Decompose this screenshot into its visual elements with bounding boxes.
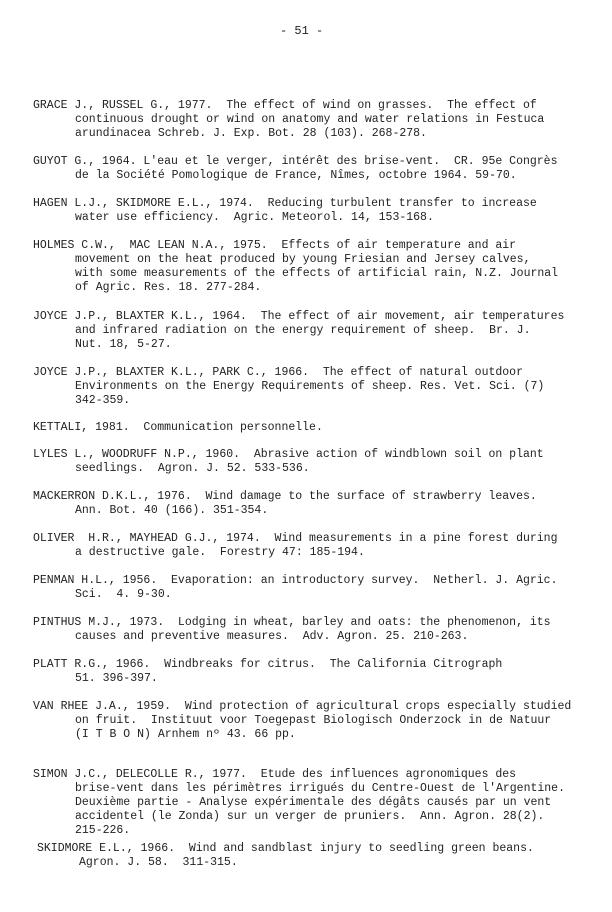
reference-entry bbox=[33, 239, 603, 295]
reference-first-line: PENMAN H.L., 1956. Evaporation: an introductory survey. Netherl. J. Agric. bbox=[33, 574, 558, 587]
reference-entry bbox=[33, 366, 603, 408]
reference-continuation-line: causes and preventive measures. Adv. Agron. 25. 210-263. bbox=[75, 630, 469, 643]
reference-entry bbox=[33, 768, 603, 838]
reference-first-line: SIMON J.C., DELECOLLE R., 1977. Etude des influences agronomiques des bbox=[33, 768, 517, 781]
reference-first-line: PLATT R.G., 1966. Windbreaks for citrus. The California Citrograph bbox=[33, 658, 503, 671]
reference-first-line: JOYCE J.P., BLAXTER K.L., PARK C., 1966. The effect of natural outdoor bbox=[33, 366, 523, 379]
reference-entry bbox=[33, 490, 603, 518]
reference-first-line: MACKERRON D.K.L., 1976. Wind damage to the surface of strawberry leaves. bbox=[33, 490, 537, 503]
reference-entry bbox=[33, 574, 603, 602]
reference-first-line: VAN RHEE J.A., 1959. Wind protection of agricultural crops especially studied bbox=[33, 700, 572, 713]
reference-continuation-line: brise-vent dans les périmètres irrigués du Centre-Ouest de l'Argentine. bbox=[75, 782, 565, 795]
reference-continuation-line: movement on the heat produced by young Friesian and Jersey calves, bbox=[75, 253, 531, 266]
reference-first-line: KETTALI, 1981. Communication personnelle. bbox=[33, 421, 323, 434]
reference-continuation-line: (I T B O N) Arnhem nº 43. 66 pp. bbox=[75, 728, 296, 741]
reference-continuation-line: water use efficiency. Agric. Meteorol. 14, 153-168. bbox=[75, 211, 434, 224]
reference-continuation-line: accidentel (le Zonda) sur un verger de pruniers. Ann. Agron. 28(2). bbox=[75, 810, 545, 823]
reference-continuation-line: of Agric. Res. 18. 277-284. bbox=[75, 281, 262, 294]
reference-continuation-line: continuous drought or wind on anatomy and water relations in Festuca bbox=[75, 113, 545, 126]
reference-entry bbox=[33, 532, 603, 560]
reference-first-line: GUYOT G., 1964. L'eau et le verger, intérêt des brise-vent. CR. 95e Congrès bbox=[33, 155, 558, 168]
reference-continuation-line: and infrared radiation on the energy requirement of sheep. Br. J. bbox=[75, 324, 531, 337]
reference-first-line: GRACE J., RUSSEL G., 1977. The effect of wind on grasses. The effect of bbox=[33, 99, 537, 112]
reference-entry bbox=[33, 448, 603, 476]
reference-entry bbox=[33, 421, 603, 435]
reference-continuation-line: seedlings. Agron. J. 52. 533-536. bbox=[75, 462, 310, 475]
reference-continuation-line: Ann. Bot. 40 (166). 351-354. bbox=[75, 504, 269, 517]
reference-continuation-line: 342-359. bbox=[75, 394, 131, 407]
reference-entry bbox=[33, 155, 603, 183]
reference-continuation-line: a destructive gale. Forestry 47: 185-194. bbox=[75, 546, 365, 559]
reference-first-line: HOLMES C.W., MAC LEAN N.A., 1975. Effects of air temperature and air bbox=[33, 239, 517, 252]
reference-continuation-line: Sci. 4. 9-30. bbox=[75, 588, 172, 601]
reference-continuation-line: on fruit. Instituut voor Toegepast Biologisch Onderzock in de Natuur bbox=[75, 714, 552, 727]
reference-continuation-line: Deuxième partie - Analyse expérimentale des dégâts causés par un vent bbox=[75, 796, 552, 809]
reference-continuation-line: with some measurements of the effects of artificial rain, N.Z. Journal bbox=[75, 267, 559, 280]
reference-continuation-line: de la Société Pomologique de France, Nîmes, octobre 1964. 59-70. bbox=[75, 169, 517, 182]
reference-first-line: PINTHUS M.J., 1973. Lodging in wheat, barley and oats: the phenomenon, its bbox=[33, 616, 551, 629]
reference-entry bbox=[33, 197, 603, 225]
reference-first-line: HAGEN L.J., SKIDMORE E.L., 1974. Reducing turbulent transfer to increase bbox=[33, 197, 537, 210]
reference-entry bbox=[37, 842, 607, 870]
reference-continuation-line: 51. 396-397. bbox=[75, 672, 158, 685]
reference-entry bbox=[33, 658, 603, 686]
reference-entry bbox=[33, 99, 603, 141]
reference-first-line: OLIVER H.R., MAYHEAD G.J., 1974. Wind measurements in a pine forest during bbox=[33, 532, 558, 545]
reference-first-line: LYLES L., WOODRUFF N.P., 1960. Abrasive action of windblown soil on plant bbox=[33, 448, 544, 461]
reference-entry bbox=[33, 310, 603, 352]
reference-first-line: SKIDMORE E.L., 1966. Wind and sandblast injury to seedling green beans. bbox=[37, 842, 534, 855]
reference-entry bbox=[33, 700, 603, 742]
reference-first-line: JOYCE J.P., BLAXTER K.L., 1964. The effect of air movement, air temperatures bbox=[33, 310, 565, 323]
reference-continuation-line: 215-226. bbox=[75, 824, 131, 837]
reference-continuation-line: Nut. 18, 5-27. bbox=[75, 338, 172, 351]
reference-continuation-line: arundinacea Schreb. J. Exp. Bot. 28 (103). 268-278. bbox=[75, 127, 427, 140]
reference-continuation-line: Agron. J. 58. 311-315. bbox=[79, 856, 238, 869]
reference-entry bbox=[33, 616, 603, 644]
page-number: - 51 - bbox=[280, 24, 324, 38]
reference-continuation-line: Environments on the Energy Requirements of sheep. Res. Vet. Sci. (7) bbox=[75, 380, 545, 393]
